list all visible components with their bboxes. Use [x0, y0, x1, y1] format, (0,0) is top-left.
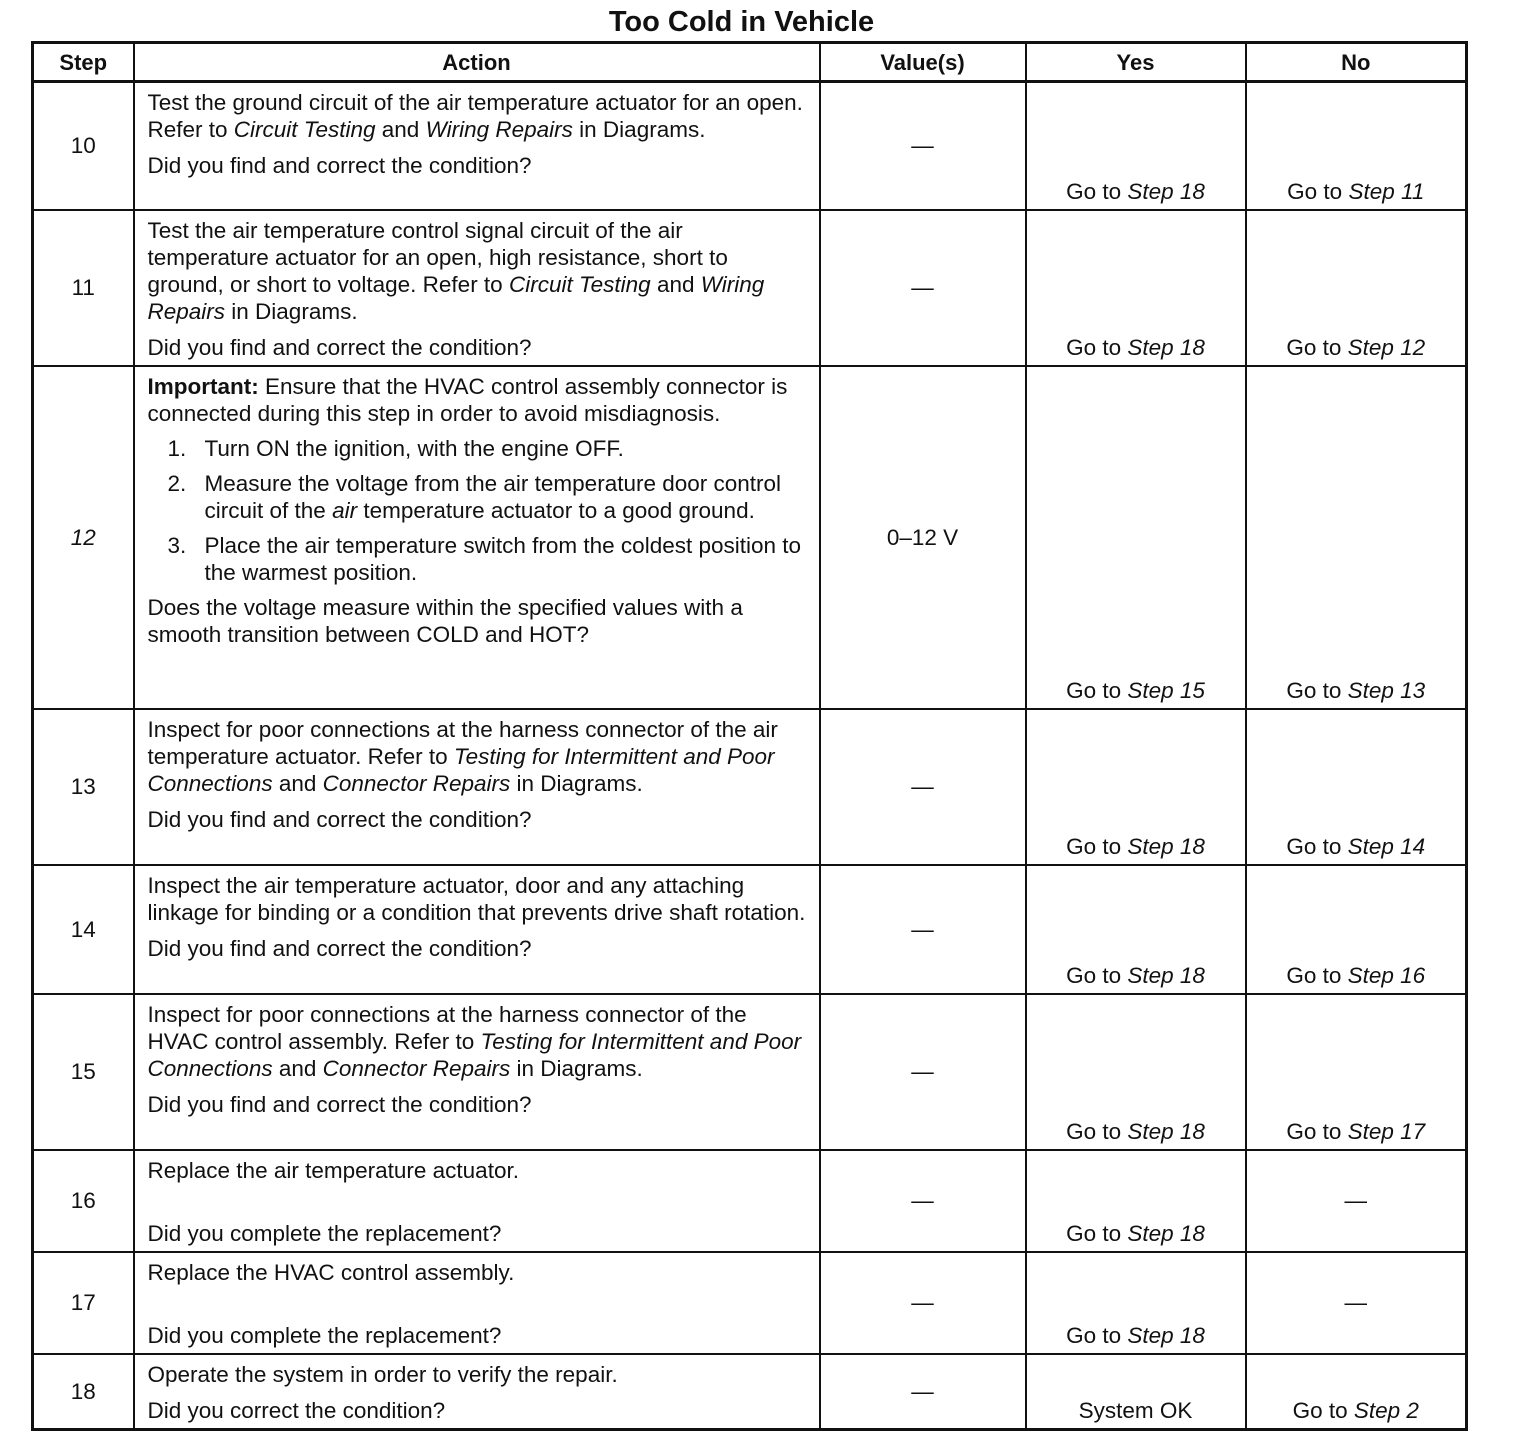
- action-cell: [134, 210, 820, 366]
- yes-step-ref: Step 18: [1127, 1118, 1205, 1144]
- procedure-step-text: temperature actuator to a good ground.: [357, 497, 755, 523]
- action-text-part: in Diagrams.: [572, 117, 706, 142]
- action-cell: [134, 1252, 820, 1354]
- table-row: [33, 366, 1467, 709]
- yes-step-ref: Step 15: [1127, 677, 1205, 703]
- go-to-label: Go to: [1066, 1322, 1122, 1348]
- action-cell: [134, 1150, 820, 1252]
- page-title: Too Cold in Vehicle: [608, 6, 875, 38]
- go-to-label: Go to: [1292, 1397, 1348, 1423]
- go-to-label: Go to: [1287, 178, 1343, 204]
- go-to-label: Go to: [1066, 334, 1122, 360]
- no-step-ref: Step 2: [1353, 1397, 1419, 1423]
- value-cell: 0–12 V: [820, 366, 1026, 709]
- reference-link: Connector Repairs: [322, 770, 511, 796]
- action-text: [148, 1001, 807, 1082]
- action-text-part: Test the ground circuit of the air temperature actuator for an open. Refer to: [147, 90, 803, 142]
- no-step-ref: Step 11: [1348, 178, 1425, 204]
- no-cell: —: [1246, 1252, 1467, 1354]
- reference-link: Wiring Repairs: [425, 117, 573, 142]
- procedure-step-number: 1.: [167, 435, 187, 461]
- go-to-label: Go to: [1066, 1220, 1122, 1246]
- action-text-part: in Diagrams.: [510, 770, 643, 796]
- step-number: 17: [33, 1252, 134, 1354]
- go-to-label: Go to: [1286, 833, 1342, 859]
- go-to-label: Go to: [1066, 1118, 1122, 1144]
- action-text-part: and: [272, 1055, 323, 1081]
- table-row: [33, 82, 1467, 210]
- action-text: Inspect the air temperature actuator, door and any attaching linkage for binding or a condition that prevents drive shaft rotation.: [147, 872, 806, 925]
- go-to-label: Go to: [1066, 962, 1122, 988]
- yes-cell: [1026, 366, 1246, 709]
- go-to-label: Go to: [1286, 677, 1342, 703]
- procedure-step-text: Place the air temperature switch from the coldest position to the warmest position.: [204, 532, 802, 585]
- diagnostic-table: [31, 41, 1468, 1431]
- step-number: 10: [33, 82, 134, 210]
- value-cell: —: [820, 709, 1026, 865]
- no-cell: —: [1246, 1150, 1467, 1252]
- header-values: Value(s): [820, 43, 1026, 82]
- action-text-part: Test the air temperature control signal circuit of the air temperature actuator for an open, high resistance, short to ground, or short to voltage. Refer to: [147, 217, 728, 297]
- step-number: 16: [33, 1150, 134, 1252]
- action-text-part: and: [650, 271, 701, 297]
- reference-link: Testing for Intermittent and Poor Connections: [147, 743, 775, 796]
- yes-step-ref: Step 18: [1127, 833, 1205, 859]
- table-header-row: [33, 43, 1467, 82]
- table-row: [33, 1354, 1467, 1430]
- procedure-step-text: Measure the voltage from the air temperature door control circuit of the: [204, 470, 782, 523]
- value-cell: —: [820, 994, 1026, 1150]
- action-text: [148, 716, 807, 797]
- go-to-label: Go to: [1286, 962, 1342, 988]
- action-text-part: Inspect for poor connections at the harness connector of the air temperature actuator. Refer to: [147, 716, 778, 769]
- yes-cell: [1026, 1150, 1246, 1252]
- action-cell: [134, 1354, 820, 1430]
- reference-link: Connector Repairs: [322, 1055, 511, 1081]
- important-note: [148, 373, 807, 427]
- yes-cell: [1026, 709, 1246, 865]
- action-text: Operate the system in order to verify the repair.: [147, 1361, 618, 1387]
- no-step-ref: Step 13: [1347, 677, 1426, 703]
- yes-step-ref: Step 18: [1127, 1220, 1205, 1246]
- procedure-step-text: Turn ON the ignition, with the engine OFF.: [204, 435, 624, 461]
- action-cell: [134, 366, 820, 709]
- go-to-label: Go to: [1066, 833, 1122, 859]
- value-cell: —: [820, 1354, 1026, 1430]
- no-step-ref: Step 12: [1347, 334, 1426, 360]
- table-row: [33, 994, 1467, 1150]
- no-step-ref: Step 16: [1347, 962, 1426, 988]
- reference-link: Wiring Repairs: [147, 271, 765, 324]
- value-cell: —: [820, 82, 1026, 210]
- action-question: Did you complete the replacement?: [147, 1220, 502, 1246]
- yes-cell: [1026, 865, 1246, 994]
- procedure-list: [148, 435, 807, 586]
- header-step: Step: [33, 43, 134, 82]
- action-text: [148, 217, 807, 325]
- action-question: Did you find and correct the condition?: [147, 935, 532, 961]
- action-cell: [134, 994, 820, 1150]
- step-number: 13: [33, 709, 134, 865]
- value-cell: —: [820, 210, 1026, 366]
- step-number: 11: [33, 210, 134, 366]
- action-question: Did you correct the condition?: [147, 1397, 446, 1423]
- procedure-step-number: 3.: [167, 532, 187, 558]
- go-to-label: Go to: [1066, 178, 1122, 204]
- yes-step-ref: Step 18: [1127, 1322, 1205, 1348]
- reference-link: Circuit Testing: [508, 271, 651, 297]
- action-text-part: and: [375, 117, 426, 142]
- step-number: 15: [33, 994, 134, 1150]
- reference-link: Testing for Intermittent and Poor Connections: [147, 1028, 802, 1081]
- action-text: Replace the air temperature actuator.: [147, 1157, 519, 1183]
- procedure-step: [148, 435, 807, 462]
- no-step-ref: Step 14: [1347, 833, 1426, 859]
- yes-cell: [1026, 82, 1246, 210]
- go-to-label: Go to: [1286, 334, 1342, 360]
- action-question: Did you find and correct the condition?: [147, 153, 532, 178]
- go-to-label: Go to: [1286, 1118, 1342, 1144]
- no-cell: [1246, 994, 1467, 1150]
- action-question: Did you find and correct the condition?: [147, 806, 532, 832]
- no-cell: [1246, 709, 1467, 865]
- table-row: [33, 865, 1467, 994]
- table-row: [33, 1252, 1467, 1354]
- procedure-step: [148, 470, 807, 524]
- yes-step-ref: Step 18: [1127, 962, 1205, 988]
- go-to-label: Go to: [1066, 677, 1122, 703]
- value-cell: —: [820, 1252, 1026, 1354]
- action-text-part: and: [272, 770, 323, 796]
- header-no: No: [1246, 43, 1467, 82]
- value-cell: —: [820, 865, 1026, 994]
- procedure-step: [148, 532, 807, 586]
- no-cell: [1246, 366, 1467, 709]
- action-text-part: in Diagrams.: [510, 1055, 643, 1081]
- yes-cell: System OK: [1026, 1354, 1246, 1430]
- important-label: Important:: [147, 373, 259, 399]
- important-text: Ensure that the HVAC control assembly connector is connected during this step in order to avoid misdiagnosis.: [147, 373, 788, 426]
- action-cell: [134, 709, 820, 865]
- action-question: Did you find and correct the condition?: [147, 334, 532, 360]
- no-cell: [1246, 82, 1467, 210]
- action-text: [148, 89, 807, 143]
- yes-cell: [1026, 1252, 1246, 1354]
- header-yes: Yes: [1026, 43, 1246, 82]
- no-cell: [1246, 1354, 1467, 1430]
- step-number: 14: [33, 865, 134, 994]
- no-step-ref: Step 17: [1347, 1118, 1426, 1144]
- header-action: Action: [134, 43, 820, 82]
- procedure-step-number: 2.: [167, 470, 187, 496]
- action-text-part: in Diagrams.: [225, 298, 358, 324]
- table-row: [33, 1150, 1467, 1252]
- action-cell: [134, 82, 820, 210]
- yes-cell: [1026, 210, 1246, 366]
- step-number: 12: [33, 366, 134, 709]
- no-cell: [1246, 865, 1467, 994]
- action-text: Replace the HVAC control assembly.: [147, 1259, 515, 1285]
- procedure-step-italic: air: [332, 497, 358, 523]
- step-number: 18: [33, 1354, 134, 1430]
- yes-cell: [1026, 994, 1246, 1150]
- action-text-part: Inspect for poor connections at the harness connector of the HVAC control assembly. Refer to: [147, 1001, 747, 1054]
- action-question: Did you complete the replacement?: [147, 1322, 502, 1348]
- action-cell: [134, 865, 820, 994]
- yes-step-ref: Step 18: [1127, 178, 1205, 204]
- action-question: Does the voltage measure within the specified values with a smooth transition between COLD and HOT?: [147, 594, 743, 647]
- value-cell: —: [820, 1150, 1026, 1252]
- table-row: [33, 210, 1467, 366]
- table-row: [33, 709, 1467, 865]
- reference-link: Circuit Testing: [233, 117, 376, 142]
- no-cell: [1246, 210, 1467, 366]
- action-question: Did you find and correct the condition?: [147, 1091, 532, 1117]
- yes-step-ref: Step 18: [1127, 334, 1205, 360]
